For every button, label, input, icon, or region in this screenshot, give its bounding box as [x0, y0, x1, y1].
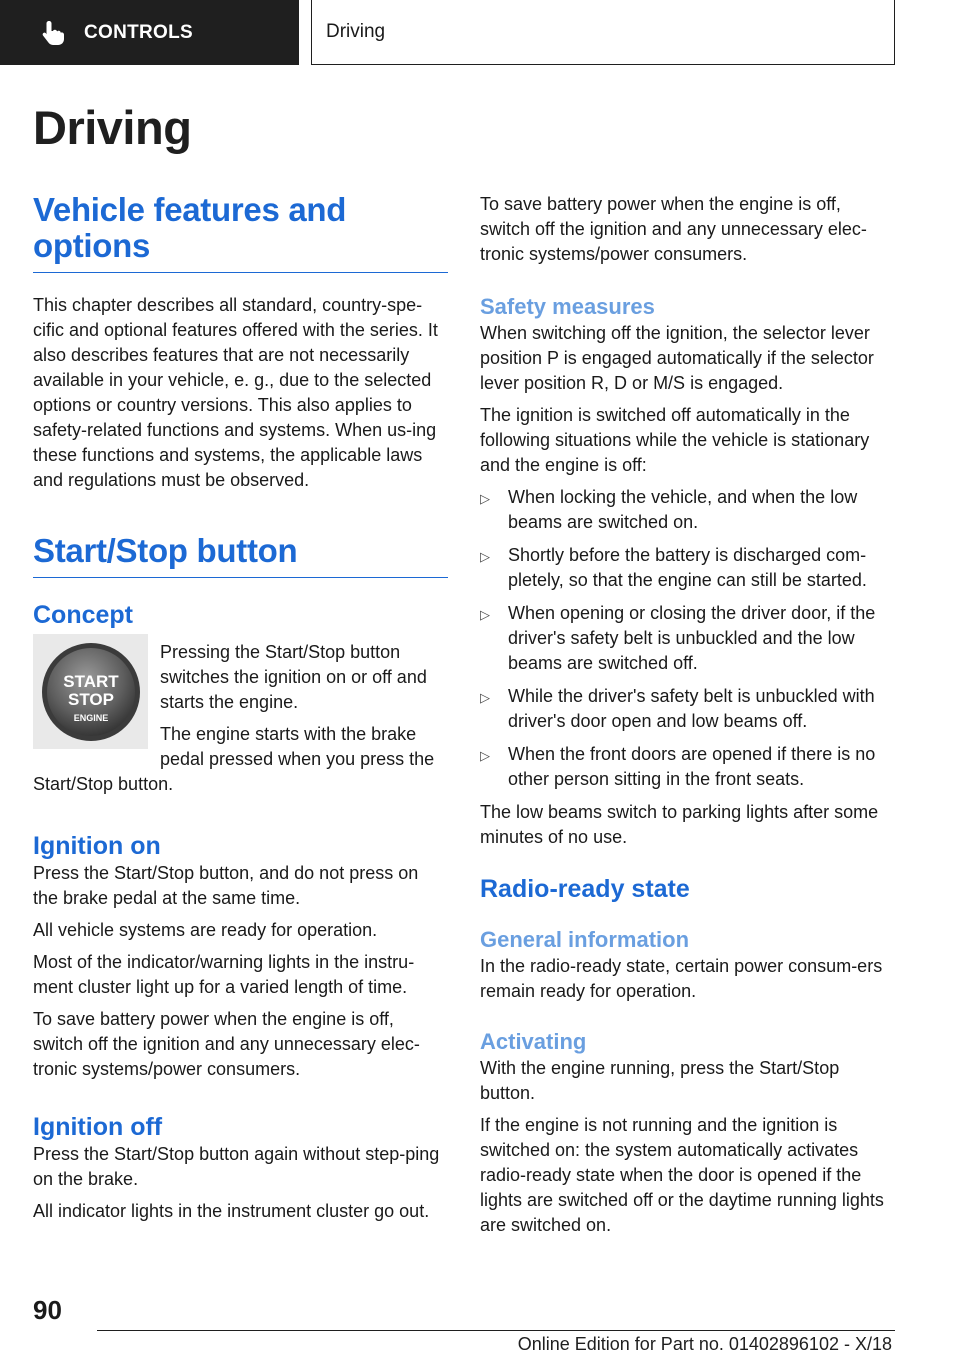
concept-text-1: Pressing the Start/Stop button switches the ignition on or off and starts the engine. [160, 642, 427, 712]
edition-text: Online Edition for Part no. 01402896102 - X/18 [517, 1334, 892, 1354]
triangle-bullet-icon: ▷ [480, 690, 490, 705]
vehicle-features-text: This chapter describes all standard, country-spe-cific and optional features offered with the series. It also describes features that are not necessarily available in your vehicle, e. g., due to the selected options or country versions. This also applies to safety-related functions and systems. When us-ing these functions and systems, the applicable laws and regulations must be observed. [33, 295, 438, 490]
list-item: ▷ While the driver's safety belt is unbuckled with driver's door open and low beams off. [480, 684, 892, 734]
concept-block [33, 630, 448, 797]
hand-pointer-icon [40, 19, 66, 47]
section-header-label: Driving [326, 21, 386, 42]
start-label: START [62, 671, 119, 691]
safety-text-3: The low beams switch to parking lights after some minutes of no use. [480, 802, 879, 847]
left-column [33, 192, 448, 1224]
activating-text-1: With the engine running, press the Start/Stop button. [480, 1058, 840, 1103]
heading-radio-ready: Radio-ready state [480, 875, 690, 903]
list-item: ▷ When the front doors are opened if there is no other person sitting in the front seats. [480, 742, 892, 792]
safety-text-1: When switching off the ignition, the selector lever position P is engaged automatically if the selector lever position R, D or M/S is engaged. [480, 323, 874, 393]
concept-text-2: The engine starts with the brake pedal pressed when you press the Start/Stop button. [33, 724, 435, 794]
safety-bullet-list [480, 485, 892, 792]
engine-label: ENGINE [73, 712, 108, 723]
ignition-off-text-2: All indicator lights in the instrument cluster go out. [33, 1201, 430, 1221]
heading-general-information: General information [480, 927, 690, 952]
ignition-on-text-4: To save battery power when the engine is off, switch off the ignition and any unnecessary elec-tronic systems/power consumers. [33, 1009, 420, 1079]
page-title: Driving [33, 101, 192, 154]
heading-safety-measures: Safety measures [480, 294, 655, 319]
chapter-tab [0, 0, 299, 65]
stop-label: STOP [67, 689, 114, 709]
ignition-on-text-1: Press the Start/Stop button, and do not press on the brake pedal at the same time. [33, 863, 419, 908]
heading-vehicle-features: Vehicle features and options [33, 192, 448, 273]
heading-activating: Activating [480, 1029, 587, 1054]
list-item: ▷ Shortly before the battery is discharged com-pletely, so that the engine can still be started. [480, 543, 892, 593]
page-number: 90 [33, 1295, 62, 1325]
ignition-off-text-1: Press the Start/Stop button again without step-ping on the brake. [33, 1144, 440, 1189]
chapter-tab-label: CONTROLS [84, 21, 194, 43]
heading-ignition-off: Ignition off [33, 1113, 163, 1141]
triangle-bullet-icon: ▷ [480, 549, 490, 564]
start-stop-button-image [33, 634, 148, 749]
ignition-on-text-2: All vehicle systems are ready for operation. [33, 920, 378, 940]
battery-intro-text: To save battery power when the engine is off, switch off the ignition and any unnecessary elec-tronic systems/power consumers. [480, 194, 867, 264]
triangle-bullet-icon: ▷ [480, 748, 490, 763]
heading-concept: Concept [33, 601, 133, 629]
triangle-bullet-icon: ▷ [480, 491, 490, 506]
list-item: ▷ When opening or closing the driver door, if the driver's safety belt is unbuckled and the low beams are switched off. [480, 601, 892, 676]
activating-text-2: If the engine is not running and the ignition is switched on: the system automatically activates radio-ready state when the door is opened if the lights are switched off or the daytime running lights are switched on. [480, 1115, 884, 1235]
section-header [311, 0, 895, 65]
triangle-bullet-icon: ▷ [480, 607, 490, 622]
safety-text-2: The ignition is switched off automatically in the following situations while the vehicle is stationary and the engine is off: [480, 405, 870, 475]
list-item: ▷ When locking the vehicle, and when the low beams are switched on. [480, 485, 892, 535]
start-stop-button-icon [39, 640, 143, 744]
general-info-text: In the radio-ready state, certain power consum-ers remain ready for operation. [480, 956, 883, 1001]
ignition-on-text-3: Most of the indicator/warning lights in the instru-ment cluster light up for a varied length of time. [33, 952, 415, 997]
footer-divider [97, 1330, 895, 1331]
right-column [480, 192, 892, 1238]
heading-ignition-on: Ignition on [33, 832, 161, 860]
heading-start-stop: Start/Stop button [33, 533, 448, 578]
